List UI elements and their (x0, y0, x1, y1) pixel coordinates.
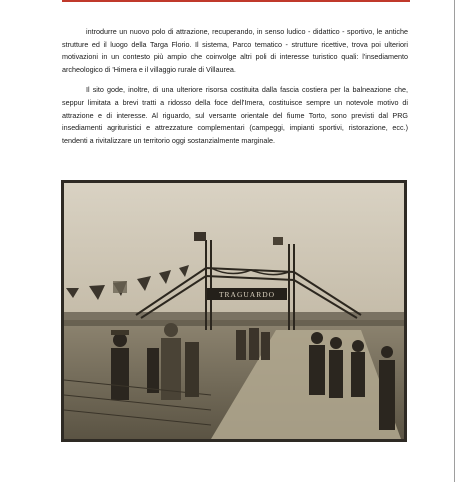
paragraph-2: Il sito gode, inoltre, di una ulteriore risorsa costituita dalla fascia costiera per la balneazione che, seppur limitata a brevi tratti a ridosso della foce dell'Imera, costituisce sempre un notevole motivo di attrazione e di interesse. Al riguardo, sul versante orientale del fiume Torto, sono previsti dal PRG insediamenti agrituristici e attrezzature complementari (campeggi, impianti sportivi, ristorazione, ecc.) tendenti a rivitalizzare un territorio oggi sostanzialmente marginale. (62, 85, 408, 145)
top-accent-rule (62, 0, 410, 2)
finish-sign-text: TRAGUARDO (218, 290, 276, 299)
body-text (62, 26, 408, 155)
flag (273, 237, 283, 245)
flag (194, 232, 206, 241)
spectators-center (236, 328, 270, 360)
historic-photograph (61, 180, 407, 442)
photo-sky (64, 183, 404, 323)
paragraph-1: introdurre un nuovo polo di attrazione, recuperando, in senso ludico - didattico - sportivo, le antiche strutture ed il luogo della Targa Florio. Il sistema, Parco tematico - strutture ricettive, trova poi ulteriori motivazioni in un contesto più ampio che coinvolge altri poli di interesse turistico quali: l'insediamento archeologico di 'Himera e il villaggio rurale di Villaurea. (62, 27, 408, 74)
photo-illustration (61, 180, 407, 442)
